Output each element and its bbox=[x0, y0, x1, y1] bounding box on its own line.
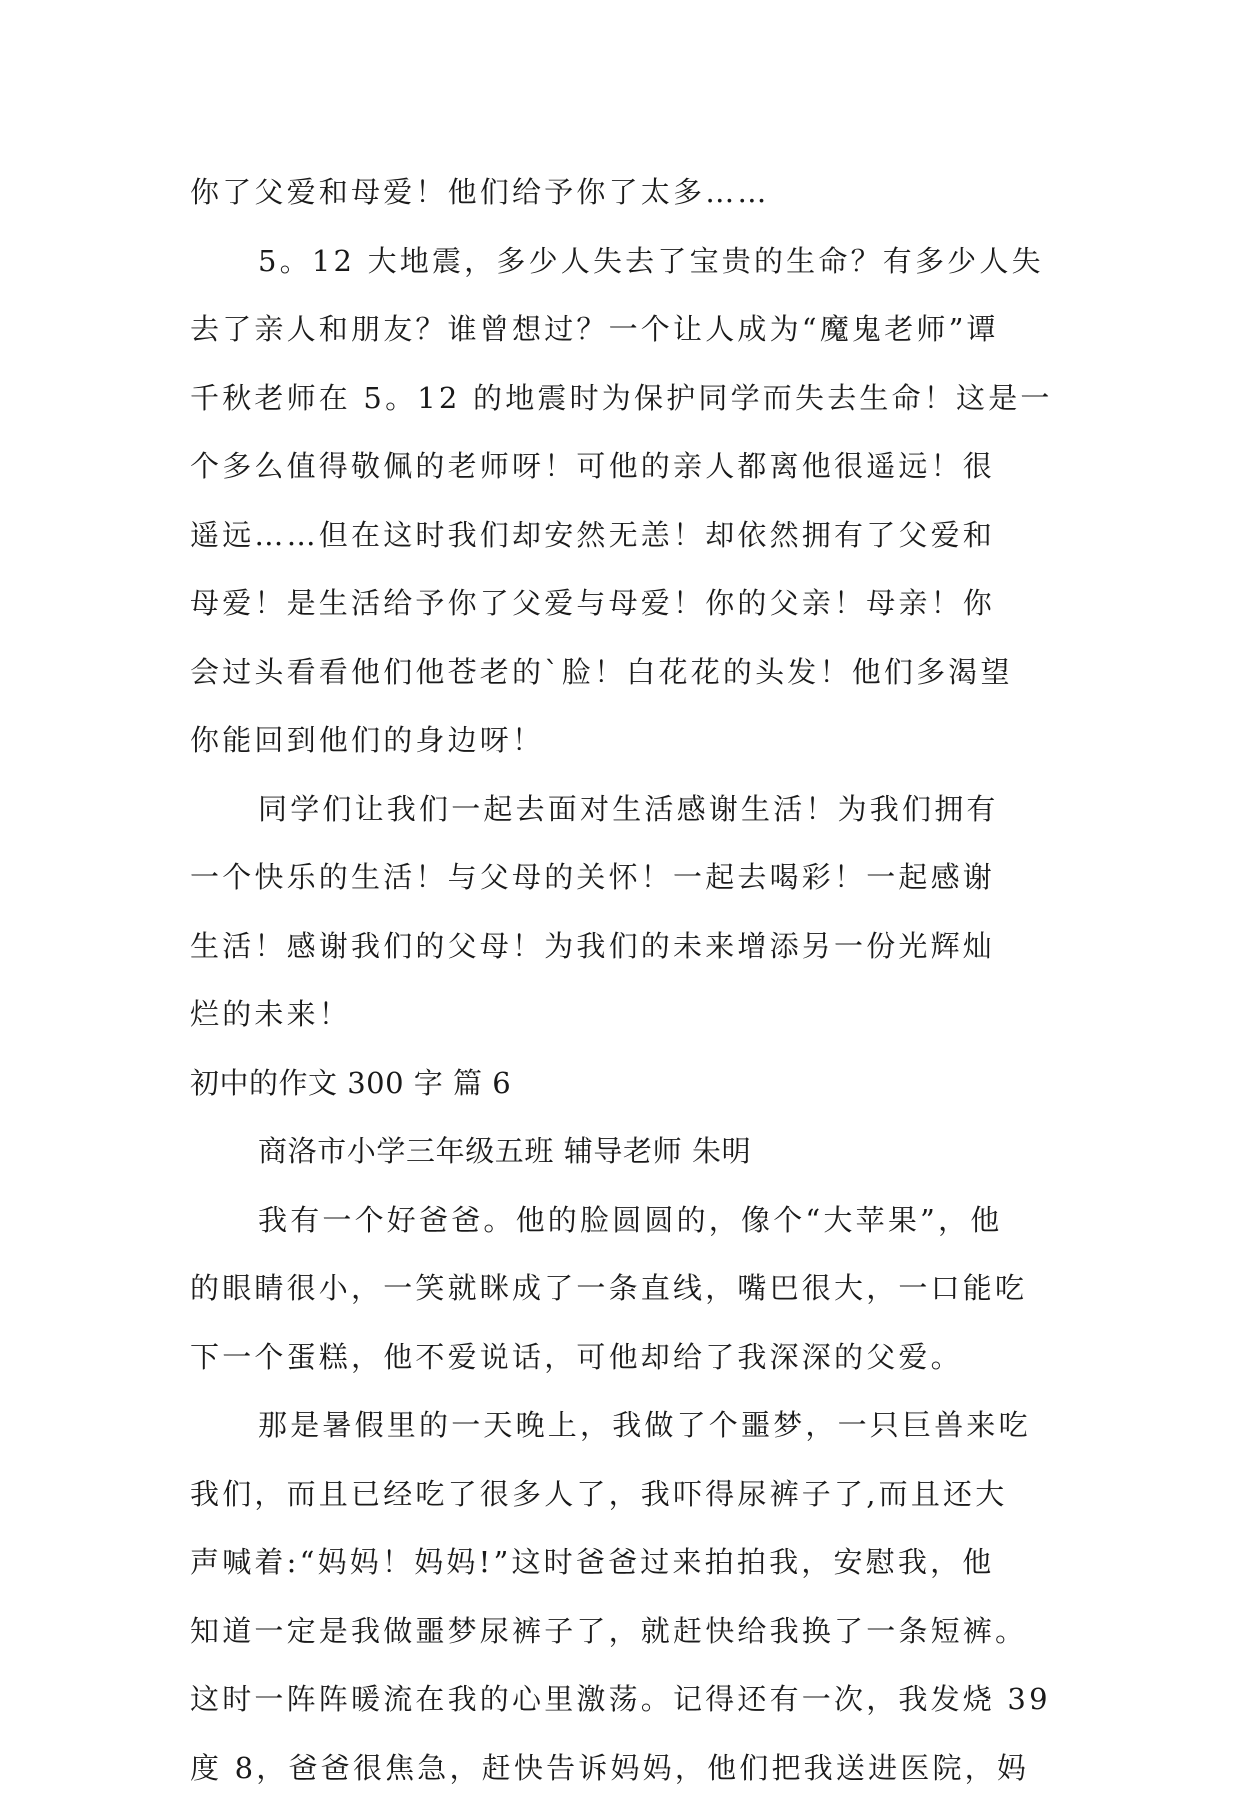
paragraph-first-line: 那是暑假里的一天晚上，我做了个噩梦，一只巨兽来吃 bbox=[190, 1391, 1070, 1460]
text-line: 声喊着:“妈妈！妈妈!”这时爸爸过来拍拍我，安慰我，他 bbox=[190, 1528, 1070, 1597]
text-line: 一个快乐的生活！与父母的关怀！一起去喝彩！一起感谢 bbox=[190, 843, 1070, 912]
text-line: 母爱！是生活给予你了父爱与母爱！你的父亲！母亲！你 bbox=[190, 569, 1070, 638]
text-line: 生活！感谢我们的父母！为我们的未来增添另一份光辉灿 bbox=[190, 912, 1070, 981]
text-line: 这时一阵阵暖流在我的心里激荡。记得还有一次，我发烧 39 bbox=[190, 1665, 1070, 1734]
paragraph-first-line: 我有一个好爸爸。他的脸圆圆的，像个“大苹果”，他 bbox=[190, 1186, 1070, 1255]
paragraph-first-line: 5。12 大地震，多少人失去了宝贵的生命？有多少人失 bbox=[190, 227, 1070, 296]
text-line: 下一个蛋糕，他不爱说话，可他却给了我深深的父爱。 bbox=[190, 1323, 1070, 1392]
author-byline: 商洛市小学三年级五班 辅导老师 朱明 bbox=[190, 1117, 1070, 1186]
text-line: 你能回到他们的身边呀！ bbox=[190, 706, 1070, 775]
text-line: 的眼睛很小，一笑就眯成了一条直线，嘴巴很大，一口能吃 bbox=[190, 1254, 1070, 1323]
text-line: 度 8，爸爸很焦急，赶快告诉妈妈，他们把我送进医院，妈 bbox=[190, 1734, 1070, 1802]
text-line: 烂的未来！ bbox=[190, 980, 1070, 1049]
text-line: 会过头看看他们他苍老的`脸！白花花的头发！他们多渴望 bbox=[190, 638, 1070, 707]
text-line: 我们，而且已经吃了很多人了，我吓得尿裤子了,而且还大 bbox=[190, 1460, 1070, 1529]
text-line: 遥远……但在这时我们却安然无恙！却依然拥有了父爱和 bbox=[190, 501, 1070, 570]
text-line: 去了亲人和朋友？谁曾想过？一个让人成为“魔鬼老师”谭 bbox=[190, 295, 1070, 364]
text-line: 你了父爱和母爱！他们给予你了太多…… bbox=[190, 158, 1070, 227]
essay-title: 初中的作文 300 字 篇 6 bbox=[190, 1049, 1070, 1118]
text-line: 个多么值得敬佩的老师呀！可他的亲人都离他很遥远！很 bbox=[190, 432, 1070, 501]
paragraph-first-line: 同学们让我们一起去面对生活感谢生活！为我们拥有 bbox=[190, 775, 1070, 844]
text-line: 知道一定是我做噩梦尿裤子了，就赶快给我换了一条短裤。 bbox=[190, 1597, 1070, 1666]
text-line: 千秋老师在 5。12 的地震时为保护同学而失去生命！这是一 bbox=[190, 364, 1070, 433]
essay-body bbox=[190, 158, 1070, 1802]
